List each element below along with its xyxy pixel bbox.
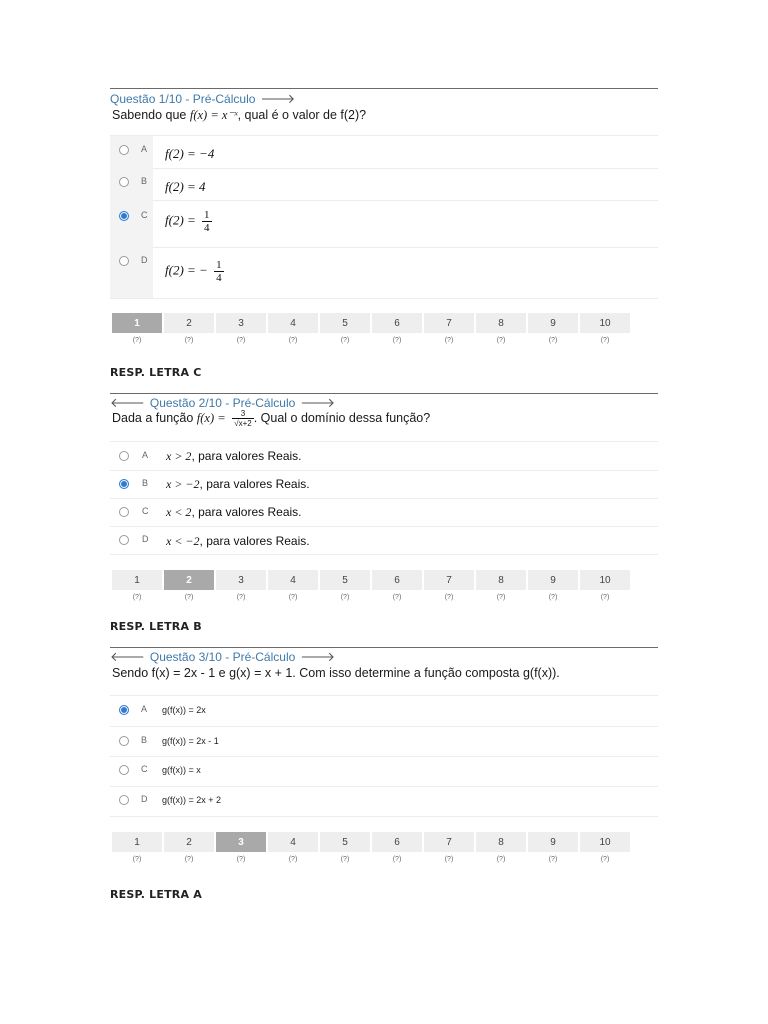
page-status: (?) [600,856,610,863]
page-button-2[interactable]: 2 [164,832,214,852]
question-header [110,91,300,107]
question-text: Sabendo que f(x) = x⁻ˣ, qual é o valor de f(2)? [112,108,367,122]
option-c[interactable] [110,498,658,527]
page-button-8[interactable]: 8 [476,832,526,852]
arrow-left-icon[interactable]: 🡐 [110,649,145,664]
radio-button[interactable] [119,145,129,155]
radio-button[interactable] [119,451,129,461]
page-status: (?) [392,856,402,863]
page-status: (?) [548,337,558,344]
page-button-4[interactable]: 4 [268,832,318,852]
response-note: RESP. LETRA A [110,888,202,901]
page-button-3[interactable]: 3 [216,313,266,333]
options-list [110,695,658,816]
arrow-left-icon[interactable]: 🡐 [110,395,145,410]
page-status: (?) [392,594,402,601]
page-button-4[interactable]: 4 [268,313,318,333]
page-status: (?) [444,594,454,601]
page-status: (?) [340,856,350,863]
page-button-7[interactable]: 7 [424,570,474,590]
option-text: f(2) = −4 [165,146,215,161]
radio-button-selected[interactable] [119,479,129,489]
page-button-6[interactable]: 6 [372,313,422,333]
option-letter: C [141,764,148,774]
page-status: (?) [444,337,454,344]
option-text: x < −2, para valores Reais. [166,534,310,548]
page-status: (?) [236,594,246,601]
option-d[interactable] [110,247,658,299]
question-pager [112,832,630,852]
page-status: (?) [132,337,142,344]
page-status: (?) [392,337,402,344]
radio-button-selected[interactable] [119,705,129,715]
option-letter: D [141,255,148,265]
option-b[interactable] [110,726,658,757]
page-button-10[interactable]: 10 [580,313,630,333]
question-title: Questão 2/10 - Pré-Cálculo [149,396,296,410]
page-status: (?) [288,856,298,863]
radio-button[interactable] [119,507,129,517]
page-status: (?) [548,856,558,863]
page-status: (?) [184,337,194,344]
option-text: f(2) = $\frac{1}{4}$ [165,209,210,234]
option-a[interactable] [110,442,658,471]
option-b[interactable] [110,168,658,201]
option-letter: C [142,506,149,516]
arrow-right-icon[interactable]: 🡒 [300,395,336,410]
page-status: (?) [184,594,194,601]
page-status: (?) [340,594,350,601]
page-status: (?) [600,337,610,344]
radio-button[interactable] [119,177,129,187]
option-text: x > 2, para valores Reais. [166,449,302,463]
options-list [110,135,658,298]
option-letter: A [142,450,149,460]
page-status: (?) [132,594,142,601]
page-button-8[interactable]: 8 [476,570,526,590]
page-status: (?) [496,337,506,344]
option-text: g(f(x)) = 2x - 1 [162,736,219,746]
option-b[interactable] [110,470,658,499]
radio-button-selected[interactable] [119,211,129,221]
option-text: g(f(x)) = 2x + 2 [162,795,222,805]
page-status-marks [112,856,630,863]
radio-button[interactable] [119,535,129,545]
page-button-3[interactable]: 3 [216,832,266,852]
option-d[interactable] [110,786,658,817]
page-button-2[interactable]: 2 [164,313,214,333]
option-text: x > −2, para valores Reais. [166,477,310,491]
page-button-10[interactable]: 10 [580,832,630,852]
option-letter: B [141,176,148,186]
option-a[interactable] [110,136,658,169]
radio-button[interactable] [119,736,129,746]
page-status: (?) [288,337,298,344]
arrow-right-icon[interactable]: 🡒 [300,649,336,664]
radio-button[interactable] [119,256,129,266]
divider [110,393,658,394]
option-d[interactable] [110,526,658,555]
page-button-9[interactable]: 9 [528,570,578,590]
page-button-2[interactable]: 2 [164,570,214,590]
question-title: Questão 1/10 - Pré-Cálculo [110,92,256,106]
page-status: (?) [236,856,246,863]
page-button-1[interactable]: 1 [112,832,162,852]
page-status: (?) [444,856,454,863]
page-status: (?) [340,337,350,344]
option-letter: C [141,210,148,220]
page-status: (?) [496,856,506,863]
option-text: g(f(x)) = x [162,765,201,775]
option-letter: D [141,794,148,804]
question-text: Dada a função f(x) = $\frac{3}{√x+2}$ . Qual o domínio dessa função? [112,409,431,428]
option-text: g(f(x)) = 2x [162,705,206,715]
option-text: f(2) = 4 [165,179,206,194]
page-button-9[interactable]: 9 [528,313,578,333]
radio-button[interactable] [119,765,129,775]
option-letter: A [141,144,148,154]
page-button-9[interactable]: 9 [528,832,578,852]
question-header [110,649,340,665]
fraction: $\frac{1}{4}$ [216,259,222,284]
page-button-5[interactable]: 5 [320,313,370,333]
fraction: $\frac{3}{√x+2}$ [234,409,252,428]
question-pager [112,313,630,333]
option-text: f(2) = − $\frac{1}{4}$ [165,259,222,284]
question-pager [112,570,630,590]
page-button-8[interactable]: 8 [476,313,526,333]
page-button-10[interactable]: 10 [580,570,630,590]
page-status: (?) [236,337,246,344]
page-status: (?) [600,594,610,601]
option-letter: B [142,478,149,488]
page-button-1[interactable]: 1 [112,313,162,333]
page-button-6[interactable]: 6 [372,832,422,852]
page-status: (?) [548,594,558,601]
divider [110,88,658,89]
radio-button[interactable] [119,795,129,805]
option-text: x < 2, para valores Reais. [166,505,302,519]
page-status-marks [112,594,630,601]
page-button-6[interactable]: 6 [372,570,422,590]
fraction: $\frac{1}{4}$ [204,209,210,234]
arrow-right-icon[interactable]: 🡒 [260,91,296,106]
page-status: (?) [496,594,506,601]
page-button-4[interactable]: 4 [268,570,318,590]
option-a[interactable] [110,696,658,727]
option-letter: B [141,735,148,745]
option-letter: A [141,704,148,714]
response-note: RESP. LETRA B [110,620,202,633]
question-title: Questão 3/10 - Pré-Cálculo [149,650,296,664]
option-c[interactable] [110,756,658,787]
page-status: (?) [132,856,142,863]
divider [110,647,658,648]
page-button-7[interactable]: 7 [424,313,474,333]
question-text: Sendo f(x) = 2x - 1 e g(x) = x + 1. Com isso determine a função composta g(f(x)). [112,666,560,680]
response-note: RESP. LETRA C [110,366,202,379]
option-c[interactable] [110,200,658,248]
page-button-5[interactable]: 5 [320,570,370,590]
page-status: (?) [288,594,298,601]
page-button-7[interactable]: 7 [424,832,474,852]
page-status: (?) [184,856,194,863]
option-letter: D [142,534,149,544]
page-status-marks [112,337,630,344]
options-list [110,441,658,554]
page-button-1[interactable]: 1 [112,570,162,590]
page-button-3[interactable]: 3 [216,570,266,590]
page-button-5[interactable]: 5 [320,832,370,852]
